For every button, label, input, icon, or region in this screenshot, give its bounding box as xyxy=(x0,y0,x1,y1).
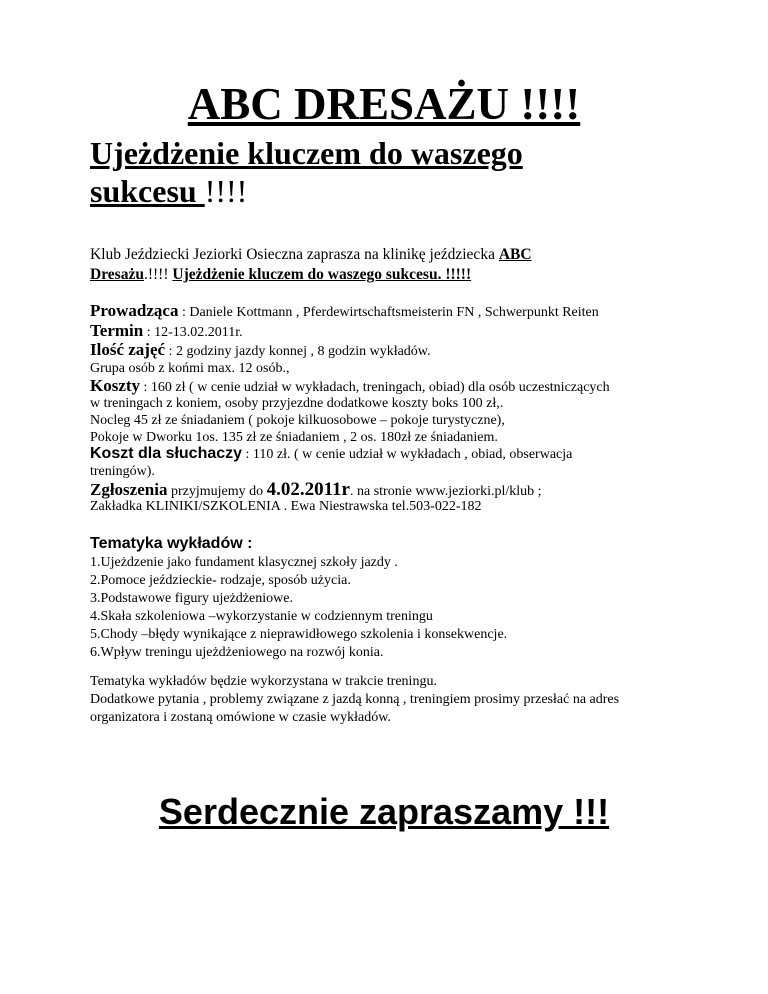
zgloszenia-row xyxy=(90,480,542,499)
topics-heading-text: Tematyka wykładów : xyxy=(90,535,253,552)
zgloszenia-label: Zgłoszenia xyxy=(90,480,168,499)
koszt-sluchaczy-row xyxy=(90,446,572,462)
topic-item: 4.Skała szkoleniowa –wykorzystanie w codziennym treningu xyxy=(90,609,433,624)
notes-line-3: organizatora i zostaną omówione w czasie wykładów. xyxy=(90,710,391,725)
topic-item: 2.Pomoce jeździeckie- rodzaje, sposób użycia. xyxy=(90,573,351,588)
intro-exclaim: .!!!! xyxy=(143,266,173,283)
topics-heading xyxy=(90,536,252,552)
termin-value: : 12-13.02.2011r. xyxy=(143,325,243,340)
intro-text-a: Klub Jeździecki Jeziorki Osieczna zaprasza na klinikę jeździecka xyxy=(90,246,499,263)
ilosc-row xyxy=(90,341,431,359)
koszt-sluchaczy-value: : 110 zł. ( w cenie udział w wykładach , obiad, obserwacja xyxy=(242,447,573,462)
ilosc-label: Ilość zajęć xyxy=(90,340,166,359)
topic-item: 3.Podstawowe figury ujeżdżeniowe. xyxy=(90,591,293,606)
zgloszenia-rest: . na stronie www.jeziorki.pl/klub ; xyxy=(350,484,542,499)
koszt-sluchaczy-label: Koszt dla słuchaczy xyxy=(90,445,243,462)
intro-motto: Ujeżdżenie kluczem do waszego sukcesu. !!!!! xyxy=(172,266,472,283)
subtitle-line-1 xyxy=(90,137,523,169)
prowadzaca-row xyxy=(90,302,599,320)
subtitle-line-1-text: Ujeżdżenie kluczem do waszego xyxy=(90,135,523,171)
closing-invitation: Serdecznie zapraszamy !!! xyxy=(158,791,610,832)
zgloszenia-date: 4.02.2011r xyxy=(266,479,350,500)
notes-line-1: Tematyka wykładów będzie wykorzystana w trakcie treningu. xyxy=(90,674,437,689)
subtitle-line-2 xyxy=(90,175,247,207)
page-title: ABC DRESAŻU !!!! xyxy=(187,79,581,129)
grupa-row: Grupa osób z końmi max. 12 osób., xyxy=(90,361,290,376)
termin-label: Termin xyxy=(90,321,144,340)
zakladka-row: Zakładka KLINIKI/SZKOLENIA . Ewa Niestrawska tel.503-022-182 xyxy=(90,499,482,514)
koszt-sluchaczy-line-2: treningów). xyxy=(90,464,155,479)
prowadzaca-value: : Daniele Kottmann , Pferdewirtschaftsmeisterin FN , Schwerpunkt Reiten xyxy=(178,305,599,320)
koszty-row xyxy=(90,377,610,395)
topic-item: 6.Wpływ treningu ujeżdżeniowego na rozwój konia. xyxy=(90,645,384,660)
termin-row xyxy=(90,322,243,340)
nocleg-row: Nocleg 45 zł ze śniadaniem ( pokoje kilkuosobowe – pokoje turystyczne), xyxy=(90,413,505,428)
zgloszenia-mid: przyjmujemy do xyxy=(167,484,267,499)
koszty-label: Koszty xyxy=(90,376,141,395)
intro-dresazu: Dresażu xyxy=(90,266,144,283)
subtitle-exclaim: !!!! xyxy=(204,173,248,209)
koszty-line-2: w treningach z koniem, osoby przyjezdne dodatkowe koszty boks 100 zł,. xyxy=(90,396,504,411)
topic-item: 1.Ujeżdzenie jako fundament klasycznej szkoły jazdy . xyxy=(90,555,398,570)
subtitle-sukcesu: sukcesu xyxy=(90,173,205,209)
koszty-value: : 160 zł ( w cenie udział w wykładach, treningach, obiad) dla osób uczestniczących xyxy=(140,380,610,395)
prowadzaca-label: Prowadząca xyxy=(90,301,179,320)
topic-item: 5.Chody –błędy wynikające z nieprawidłowego szkolenia i konsekwencje. xyxy=(90,627,508,642)
intro-line-1 xyxy=(90,247,532,263)
ilosc-value: : 2 godziny jazdy konnej , 8 godzin wykładów. xyxy=(165,344,431,359)
pokoje-row: Pokoje w Dworku 1os. 135 zł ze śniadaniem , 2 os. 180zł ze śniadaniem. xyxy=(90,430,498,445)
intro-abc: ABC xyxy=(498,246,532,263)
notes-line-2: Dodatkowe pytania , problemy związane z jazdą konną , treningiem prosimy przesłać na adres xyxy=(90,692,620,707)
intro-line-2 xyxy=(90,267,471,283)
